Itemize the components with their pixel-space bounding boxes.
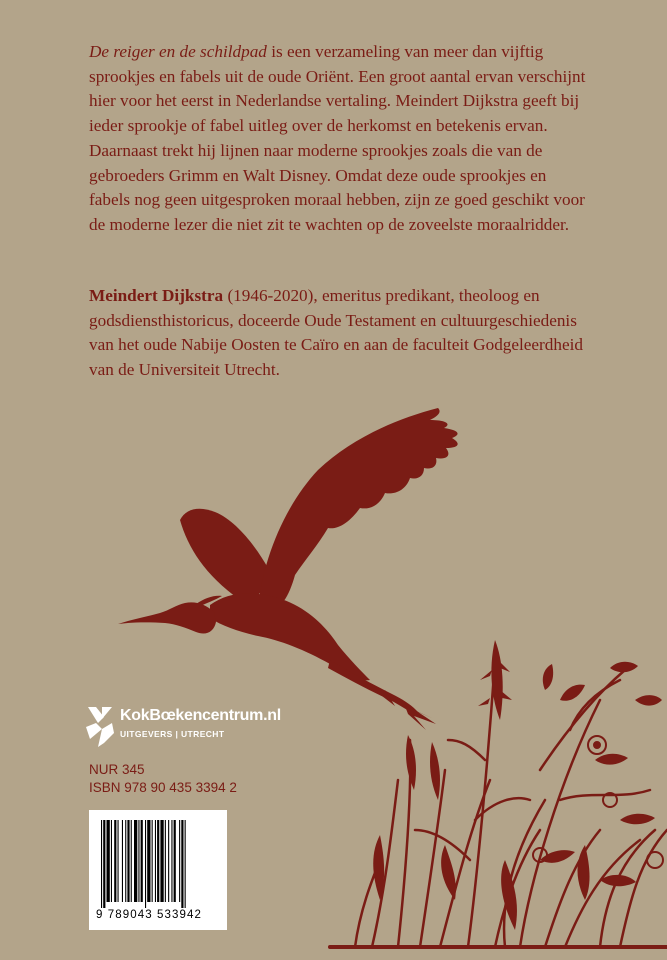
publisher-logo	[84, 703, 314, 751]
barcode-bar	[185, 820, 186, 908]
author-bio-text: (1946-2020), emeritus predikant, theoloog en godsdiensthistoricus, doceerde Oude Testament en cultuurgeschiedenis van het oude Nabije Oosten te Caïro en aan de faculteit Godgeleerdheid van de Universiteit Utrecht.	[89, 286, 583, 380]
barcode-bar	[174, 820, 176, 902]
isbn-number: ISBN 978 90 435 3394 2	[89, 780, 237, 795]
barcode-bar	[168, 820, 169, 902]
flower-icon	[533, 736, 663, 868]
barcode-bar	[155, 820, 156, 902]
heron-near-wing	[258, 408, 458, 611]
barcode-bar	[101, 820, 102, 908]
barcode-bar	[111, 820, 112, 902]
nur-code: NUR 345	[89, 762, 145, 777]
barcode-bar	[103, 820, 105, 908]
barcode-bar	[114, 820, 116, 902]
barcode-bar	[160, 820, 163, 902]
barcode-bar	[145, 820, 146, 908]
barcode-bar	[179, 820, 180, 902]
author-name: Meindert Dijkstra	[89, 286, 224, 305]
barcode-bars	[89, 810, 227, 910]
barcode-bar	[147, 820, 150, 902]
heron-far-wing	[180, 509, 269, 600]
barcode-bar	[125, 820, 126, 902]
barcode-bar	[141, 820, 143, 902]
plant-leaves	[373, 640, 662, 930]
blurb-text: is een verzameling van meer dan vijftig sprookjes en fabels uit de oude Oriënt. Een groot aantal ervan verschijnt hier voor het eerst in Nederlandse vertaling. Meindert Dijkstra geeft bij ieder sprookje of fabel uitleg over de herkomst en betekenis ervan. Daarnaast trekt hij lijnen naar moderne sprookjes zoals die van de gebroeders Grimm en Walt Disney. Omdat deze oude sprookjes en fabels nog geen uitgesproken moraal hebben, zijn ze goed geschikt voor de moderne lezer die niet zit te wachten op de zoveelste moraalridder.	[89, 42, 586, 234]
barcode-bar	[134, 820, 137, 902]
barcode-bar	[181, 820, 183, 908]
heron-head	[118, 602, 216, 633]
barcode-bar	[165, 820, 166, 902]
publisher-name: KokBœkencentrum.nl	[120, 707, 281, 724]
heron-body	[210, 593, 370, 680]
publisher-logo-icon	[84, 703, 116, 749]
barcode-bar	[157, 820, 159, 902]
barcode-bar	[127, 820, 129, 902]
barcode-bar	[122, 820, 123, 902]
barcode	[89, 810, 227, 930]
barcode-bar	[107, 820, 110, 902]
heron-legs	[328, 660, 420, 714]
barcode-bar	[138, 820, 139, 902]
barcode-bar	[171, 820, 172, 902]
barcode-bar	[118, 820, 119, 902]
book-title: De reiger en de schildpad	[89, 42, 267, 61]
barcode-digits: 9 789043 533942	[96, 909, 203, 921]
barcode-bar	[131, 820, 132, 902]
publisher-subline: UITGEVERS | UTRECHT	[120, 729, 225, 739]
barcode-bar	[152, 820, 153, 902]
